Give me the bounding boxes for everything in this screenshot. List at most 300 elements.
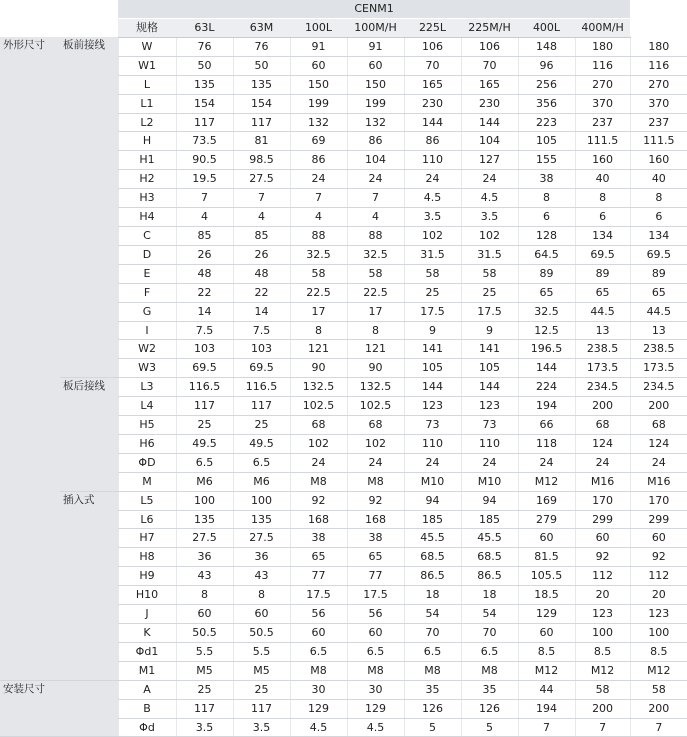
dimension-key: ΦD bbox=[118, 453, 176, 472]
cell-value: 24 bbox=[347, 453, 404, 472]
cell-value: 170 bbox=[630, 491, 687, 510]
cell-value: 22.5 bbox=[290, 283, 347, 302]
cell-value: 8 bbox=[347, 321, 404, 340]
cell-value: 81 bbox=[233, 132, 290, 151]
cell-value: 66 bbox=[518, 416, 575, 435]
column-header: 63M bbox=[233, 19, 290, 38]
cell-value: 7 bbox=[630, 718, 687, 737]
cell-value: 60 bbox=[290, 624, 347, 643]
cell-value: 44 bbox=[518, 680, 575, 699]
cell-value: 17 bbox=[347, 302, 404, 321]
column-header: 100L bbox=[290, 19, 347, 38]
cell-value: 105 bbox=[518, 132, 575, 151]
cell-value: 116.5 bbox=[176, 378, 233, 397]
cell-value: 24 bbox=[630, 453, 687, 472]
cell-value: 194 bbox=[518, 397, 575, 416]
table-row bbox=[0, 491, 687, 510]
subgroup-label: 插入式 bbox=[60, 491, 118, 680]
cell-value: 6.5 bbox=[461, 642, 518, 661]
cell-value: 5.5 bbox=[233, 642, 290, 661]
cell-value: 69.5 bbox=[575, 245, 630, 264]
cell-value: 199 bbox=[290, 94, 347, 113]
cell-value: 60 bbox=[630, 529, 687, 548]
cell-value: 68 bbox=[575, 416, 630, 435]
cell-value: 9 bbox=[404, 321, 461, 340]
cell-value: 102 bbox=[404, 226, 461, 245]
cell-value: M12 bbox=[518, 472, 575, 491]
cell-value: 35 bbox=[461, 680, 518, 699]
dimension-key: H10 bbox=[118, 586, 176, 605]
cell-value: 144 bbox=[518, 359, 575, 378]
cell-value: 102.5 bbox=[290, 397, 347, 416]
cell-value: 129 bbox=[518, 605, 575, 624]
cell-value: 169 bbox=[518, 491, 575, 510]
cell-value: 121 bbox=[290, 340, 347, 359]
cell-value: 70 bbox=[461, 56, 518, 75]
cell-value: 77 bbox=[290, 567, 347, 586]
cell-value: 104 bbox=[461, 132, 518, 151]
cell-value: 40 bbox=[575, 170, 630, 189]
cell-value: 43 bbox=[233, 567, 290, 586]
cell-value: 24 bbox=[290, 453, 347, 472]
cell-value: 7 bbox=[290, 189, 347, 208]
cell-value: 105 bbox=[461, 359, 518, 378]
cell-value: 223 bbox=[518, 113, 575, 132]
dimension-key: H1 bbox=[118, 151, 176, 170]
column-header: 规格 bbox=[118, 19, 176, 38]
cell-value: 234.5 bbox=[630, 378, 687, 397]
cell-value: 70 bbox=[404, 56, 461, 75]
cell-value: 4.5 bbox=[290, 718, 347, 737]
cell-value: 370 bbox=[630, 94, 687, 113]
cell-value: 68 bbox=[630, 416, 687, 435]
cell-value: 237 bbox=[575, 113, 630, 132]
cell-value: 32.5 bbox=[290, 245, 347, 264]
cell-value: 45.5 bbox=[404, 529, 461, 548]
cell-value: 24 bbox=[461, 170, 518, 189]
cell-value: 60 bbox=[518, 624, 575, 643]
cell-value: 116.5 bbox=[233, 378, 290, 397]
cell-value: 3.5 bbox=[176, 718, 233, 737]
cell-value: 135 bbox=[233, 75, 290, 94]
cell-value: 6.5 bbox=[176, 453, 233, 472]
cell-value: 7 bbox=[176, 189, 233, 208]
cell-value: 25 bbox=[461, 283, 518, 302]
cell-value: 270 bbox=[575, 75, 630, 94]
cell-value: 141 bbox=[404, 340, 461, 359]
cell-value: 112 bbox=[575, 567, 630, 586]
cell-value: M16 bbox=[630, 472, 687, 491]
cell-value: 45.5 bbox=[461, 529, 518, 548]
dimension-key: K bbox=[118, 624, 176, 643]
cell-value: 24 bbox=[461, 453, 518, 472]
dimension-key: H bbox=[118, 132, 176, 151]
cell-value: 17.5 bbox=[404, 302, 461, 321]
cell-value: 141 bbox=[461, 340, 518, 359]
cell-value: 199 bbox=[347, 94, 404, 113]
cell-value: 54 bbox=[404, 605, 461, 624]
cell-value: 144 bbox=[404, 378, 461, 397]
cell-value: 36 bbox=[176, 548, 233, 567]
cell-value: 4.5 bbox=[461, 189, 518, 208]
cell-value: 20 bbox=[630, 586, 687, 605]
cell-value: 24 bbox=[518, 453, 575, 472]
cell-value: 13 bbox=[630, 321, 687, 340]
cell-value: 129 bbox=[347, 699, 404, 718]
cell-value: 3.5 bbox=[233, 718, 290, 737]
cell-value: 8.5 bbox=[630, 642, 687, 661]
cell-value: 180 bbox=[575, 37, 630, 56]
cell-value: 132 bbox=[347, 113, 404, 132]
cell-value: 77 bbox=[347, 567, 404, 586]
cell-value: 4.5 bbox=[404, 189, 461, 208]
cell-value: 168 bbox=[290, 510, 347, 529]
cell-value: 49.5 bbox=[176, 434, 233, 453]
cell-value: 105 bbox=[404, 359, 461, 378]
subgroup-label: 板前接线 bbox=[60, 37, 118, 377]
cell-value: 102 bbox=[290, 434, 347, 453]
cell-value: 60 bbox=[290, 56, 347, 75]
cell-value: 38 bbox=[518, 170, 575, 189]
cell-value: 18 bbox=[461, 586, 518, 605]
dimension-key: H2 bbox=[118, 170, 176, 189]
cell-value: 237 bbox=[630, 113, 687, 132]
cell-value: 104 bbox=[347, 151, 404, 170]
cell-value: 170 bbox=[575, 491, 630, 510]
cell-value: 148 bbox=[518, 37, 575, 56]
cell-value: 60 bbox=[575, 529, 630, 548]
dimension-key: L6 bbox=[118, 510, 176, 529]
cell-value: 88 bbox=[347, 226, 404, 245]
cell-value: 168 bbox=[347, 510, 404, 529]
cell-value: 50.5 bbox=[176, 624, 233, 643]
cell-value: 7 bbox=[347, 189, 404, 208]
cell-value: 155 bbox=[518, 151, 575, 170]
cell-value: 194 bbox=[518, 699, 575, 718]
cell-value: M16 bbox=[575, 472, 630, 491]
cell-value: 17.5 bbox=[461, 302, 518, 321]
cell-value: 90.5 bbox=[176, 151, 233, 170]
dimension-key: D bbox=[118, 245, 176, 264]
cell-value: 86 bbox=[347, 132, 404, 151]
cell-value: 25 bbox=[233, 416, 290, 435]
cell-value: 30 bbox=[347, 680, 404, 699]
cell-value: 118 bbox=[518, 434, 575, 453]
cell-value: 65 bbox=[518, 283, 575, 302]
cell-value: 68 bbox=[290, 416, 347, 435]
dimension-key: M1 bbox=[118, 661, 176, 680]
cell-value: 200 bbox=[630, 699, 687, 718]
cell-value: 60 bbox=[347, 624, 404, 643]
subgroup-label: 板后接线 bbox=[60, 378, 118, 491]
dimension-key: W3 bbox=[118, 359, 176, 378]
cell-value: 96 bbox=[518, 56, 575, 75]
cell-value: 3.5 bbox=[404, 208, 461, 227]
cell-value: 9 bbox=[461, 321, 518, 340]
cell-value: 24 bbox=[347, 170, 404, 189]
cell-value: 90 bbox=[290, 359, 347, 378]
cell-value: 144 bbox=[461, 113, 518, 132]
cell-value: 230 bbox=[404, 94, 461, 113]
dimension-key: J bbox=[118, 605, 176, 624]
cell-value: 60 bbox=[347, 56, 404, 75]
group-label: 外形尺寸 bbox=[0, 37, 60, 680]
cell-value: 49.5 bbox=[233, 434, 290, 453]
dimension-key: H8 bbox=[118, 548, 176, 567]
cell-value: 19.5 bbox=[176, 170, 233, 189]
cell-value: 14 bbox=[176, 302, 233, 321]
cell-value: 102.5 bbox=[347, 397, 404, 416]
dimension-key: Φd1 bbox=[118, 642, 176, 661]
cell-value: 116 bbox=[575, 56, 630, 75]
cell-value: 6.5 bbox=[347, 642, 404, 661]
cell-value: 65 bbox=[630, 283, 687, 302]
cell-value: M6 bbox=[176, 472, 233, 491]
cell-value: 150 bbox=[290, 75, 347, 94]
cell-value: 4 bbox=[233, 208, 290, 227]
dimension-key: B bbox=[118, 699, 176, 718]
cell-value: 154 bbox=[233, 94, 290, 113]
cell-value: 160 bbox=[630, 151, 687, 170]
cell-value: 238.5 bbox=[630, 340, 687, 359]
cell-value: 6 bbox=[518, 208, 575, 227]
cell-value: 270 bbox=[630, 75, 687, 94]
cell-value: 70 bbox=[461, 624, 518, 643]
cell-value: 60 bbox=[176, 605, 233, 624]
cell-value: 105.5 bbox=[518, 567, 575, 586]
cell-value: 8 bbox=[290, 321, 347, 340]
cell-value: 103 bbox=[176, 340, 233, 359]
column-header: 63L bbox=[176, 19, 233, 38]
cell-value: M6 bbox=[233, 472, 290, 491]
cell-value: 102 bbox=[461, 226, 518, 245]
cell-value: 7 bbox=[575, 718, 630, 737]
cell-value: 111.5 bbox=[575, 132, 630, 151]
cell-value: 20 bbox=[575, 586, 630, 605]
cell-value: 18 bbox=[404, 586, 461, 605]
cell-value: M12 bbox=[630, 661, 687, 680]
cell-value: M8 bbox=[290, 661, 347, 680]
cell-value: 69.5 bbox=[176, 359, 233, 378]
cell-value: 144 bbox=[461, 378, 518, 397]
dimension-key: H4 bbox=[118, 208, 176, 227]
cell-value: 4 bbox=[347, 208, 404, 227]
cell-value: 111.5 bbox=[630, 132, 687, 151]
cell-value: 134 bbox=[575, 226, 630, 245]
dimension-key: Φd bbox=[118, 718, 176, 737]
cell-value: 76 bbox=[233, 37, 290, 56]
cell-value: 50 bbox=[176, 56, 233, 75]
cell-value: 22 bbox=[233, 283, 290, 302]
cell-value: 60 bbox=[518, 529, 575, 548]
cell-value: 165 bbox=[461, 75, 518, 94]
dimension-key: W bbox=[118, 37, 176, 56]
cell-value: 100 bbox=[176, 491, 233, 510]
cell-value: 117 bbox=[233, 113, 290, 132]
cell-value: 185 bbox=[461, 510, 518, 529]
cell-value: 8.5 bbox=[575, 642, 630, 661]
cell-value: 356 bbox=[518, 94, 575, 113]
cell-value: 134 bbox=[630, 226, 687, 245]
cell-value: 54 bbox=[461, 605, 518, 624]
cell-value: 117 bbox=[176, 397, 233, 416]
dimension-key: L bbox=[118, 75, 176, 94]
cell-value: 58 bbox=[630, 680, 687, 699]
cell-value: M12 bbox=[575, 661, 630, 680]
cell-value: 58 bbox=[290, 264, 347, 283]
cell-value: M10 bbox=[404, 472, 461, 491]
cell-value: 73 bbox=[404, 416, 461, 435]
dimension-key: A bbox=[118, 680, 176, 699]
cell-value: 68.5 bbox=[461, 548, 518, 567]
column-header: 225L bbox=[404, 19, 461, 38]
cell-value: 27.5 bbox=[233, 529, 290, 548]
corner-blank bbox=[0, 0, 118, 19]
subgroup-label bbox=[60, 680, 118, 737]
dimension-key: H5 bbox=[118, 416, 176, 435]
table-body bbox=[0, 37, 687, 737]
cell-value: 65 bbox=[575, 283, 630, 302]
cell-value: 135 bbox=[176, 510, 233, 529]
cell-value: 106 bbox=[461, 37, 518, 56]
cell-value: 100 bbox=[233, 491, 290, 510]
cell-value: 110 bbox=[404, 151, 461, 170]
cell-value: 5.5 bbox=[176, 642, 233, 661]
dimension-key: L4 bbox=[118, 397, 176, 416]
cell-value: 14 bbox=[233, 302, 290, 321]
cell-value: 117 bbox=[233, 397, 290, 416]
dimension-key: L3 bbox=[118, 378, 176, 397]
cell-value: 56 bbox=[347, 605, 404, 624]
cell-value: 126 bbox=[461, 699, 518, 718]
dimension-key: E bbox=[118, 264, 176, 283]
cell-value: 68 bbox=[347, 416, 404, 435]
cell-value: 102 bbox=[347, 434, 404, 453]
cell-value: 123 bbox=[404, 397, 461, 416]
cell-value: 8 bbox=[176, 586, 233, 605]
cell-value: 94 bbox=[461, 491, 518, 510]
cell-value: 69.5 bbox=[630, 245, 687, 264]
cell-value: 26 bbox=[233, 245, 290, 264]
cell-value: 50.5 bbox=[233, 624, 290, 643]
cell-value: 92 bbox=[630, 548, 687, 567]
cell-value: 25 bbox=[176, 416, 233, 435]
cell-value: 56 bbox=[290, 605, 347, 624]
cell-value: M8 bbox=[347, 472, 404, 491]
cell-value: 24 bbox=[404, 170, 461, 189]
cell-value: 30 bbox=[290, 680, 347, 699]
cell-value: 4 bbox=[290, 208, 347, 227]
cell-value: 121 bbox=[347, 340, 404, 359]
cell-value: 124 bbox=[575, 434, 630, 453]
cell-value: 200 bbox=[630, 397, 687, 416]
cell-value: M8 bbox=[347, 661, 404, 680]
cell-value: 38 bbox=[347, 529, 404, 548]
cell-value: M12 bbox=[518, 661, 575, 680]
cell-value: 160 bbox=[575, 151, 630, 170]
cell-value: 12.5 bbox=[518, 321, 575, 340]
dimension-key: F bbox=[118, 283, 176, 302]
cell-value: 132 bbox=[290, 113, 347, 132]
cell-value: 370 bbox=[575, 94, 630, 113]
column-header: 400M/H bbox=[575, 19, 630, 38]
cell-value: 27.5 bbox=[176, 529, 233, 548]
cell-value: 48 bbox=[233, 264, 290, 283]
cell-value: 103 bbox=[233, 340, 290, 359]
column-header: 400L bbox=[518, 19, 575, 38]
cell-value: 44.5 bbox=[630, 302, 687, 321]
cell-value: 73 bbox=[461, 416, 518, 435]
cell-value: 58 bbox=[575, 680, 630, 699]
cell-value: 165 bbox=[404, 75, 461, 94]
cell-value: 196.5 bbox=[518, 340, 575, 359]
cell-value: 58 bbox=[461, 264, 518, 283]
cell-value: 85 bbox=[176, 226, 233, 245]
cell-value: 43 bbox=[176, 567, 233, 586]
cell-value: 135 bbox=[233, 510, 290, 529]
cell-value: 92 bbox=[290, 491, 347, 510]
dimension-key: W2 bbox=[118, 340, 176, 359]
dimension-key: H3 bbox=[118, 189, 176, 208]
cell-value: 132.5 bbox=[347, 378, 404, 397]
cell-value: 106 bbox=[404, 37, 461, 56]
dimension-key: H7 bbox=[118, 529, 176, 548]
cell-value: 69 bbox=[290, 132, 347, 151]
cell-value: 144 bbox=[404, 113, 461, 132]
cell-value: 123 bbox=[575, 605, 630, 624]
cell-value: 17.5 bbox=[347, 586, 404, 605]
cell-value: 31.5 bbox=[461, 245, 518, 264]
cell-value: 230 bbox=[461, 94, 518, 113]
group-label: 安装尺寸 bbox=[0, 680, 60, 737]
cell-value: 126 bbox=[404, 699, 461, 718]
cell-value: 112 bbox=[630, 567, 687, 586]
cell-value: 100 bbox=[630, 624, 687, 643]
cell-value: 38 bbox=[290, 529, 347, 548]
dimension-key: L5 bbox=[118, 491, 176, 510]
cell-value: 76 bbox=[176, 37, 233, 56]
cell-value: 40 bbox=[630, 170, 687, 189]
cell-value: 27.5 bbox=[233, 170, 290, 189]
cell-value: M8 bbox=[404, 661, 461, 680]
cell-value: M5 bbox=[233, 661, 290, 680]
cell-value: 92 bbox=[347, 491, 404, 510]
cell-value: 6.5 bbox=[233, 453, 290, 472]
cell-value: 58 bbox=[404, 264, 461, 283]
cell-value: 64.5 bbox=[518, 245, 575, 264]
cell-value: 88 bbox=[290, 226, 347, 245]
cell-value: 7.5 bbox=[176, 321, 233, 340]
cell-value: 73.5 bbox=[176, 132, 233, 151]
cell-value: 24 bbox=[404, 453, 461, 472]
cell-value: 256 bbox=[518, 75, 575, 94]
cell-value: 129 bbox=[290, 699, 347, 718]
cell-value: 123 bbox=[630, 605, 687, 624]
cell-value: 173.5 bbox=[630, 359, 687, 378]
cell-value: M5 bbox=[176, 661, 233, 680]
cell-value: 89 bbox=[630, 264, 687, 283]
cell-value: 22 bbox=[176, 283, 233, 302]
cell-value: 85 bbox=[233, 226, 290, 245]
cell-value: 6 bbox=[575, 208, 630, 227]
cell-value: 32.5 bbox=[518, 302, 575, 321]
cell-value: 24 bbox=[290, 170, 347, 189]
cell-value: 173.5 bbox=[575, 359, 630, 378]
cell-value: 8 bbox=[518, 189, 575, 208]
cell-value: 127 bbox=[461, 151, 518, 170]
cell-value: 117 bbox=[176, 113, 233, 132]
cell-value: 128 bbox=[518, 226, 575, 245]
